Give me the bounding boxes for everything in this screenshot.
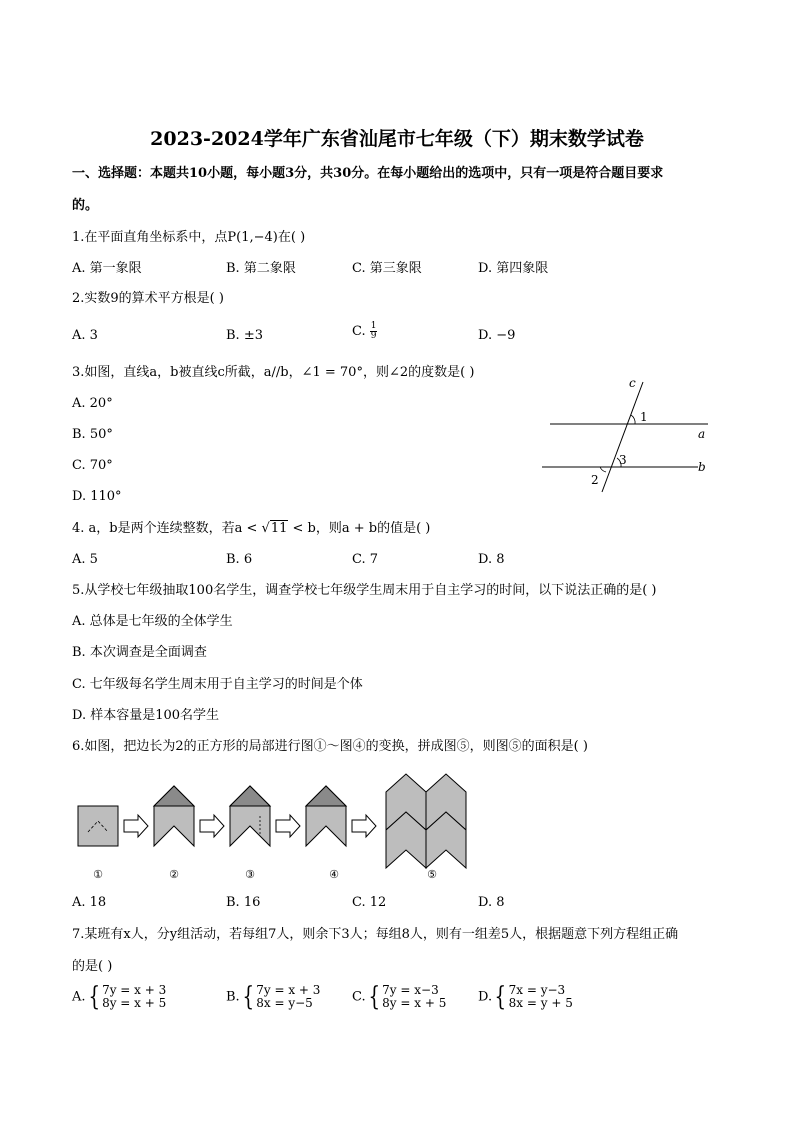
q4-option-b: B. 6 xyxy=(226,552,253,567)
q2-option-b: B. ±3 xyxy=(226,328,263,343)
label-c: c xyxy=(629,376,636,390)
square-transformation-figure xyxy=(72,768,482,884)
figure-label-1: ① xyxy=(93,868,103,881)
figure-label-5: ⑤ xyxy=(427,868,437,881)
figure-1-square xyxy=(78,806,118,846)
angle-1-arc xyxy=(631,415,635,424)
page-title: 2023-2024学年广东省汕尾市七年级（下）期末数学试卷 xyxy=(150,128,644,150)
q4-option-a: A. 5 xyxy=(72,552,98,567)
question-5-stem: 5.从学校七年级抽取100名学生，调查学校七年级学生周末用于自主学习的时间，以下说法正确的是( ) xyxy=(72,583,657,598)
q4-option-d: D. 8 xyxy=(478,552,505,567)
arrow-icon xyxy=(276,815,300,837)
label-b: b xyxy=(698,460,706,474)
section-instructions xyxy=(72,166,663,182)
section-text-1: 本题共10小题，每小题3分，共30分。在每小题给出的选项中，只有一项是符合题目要求 xyxy=(150,166,664,181)
sqrt-radicand: 11 xyxy=(270,521,288,536)
figure-3-shape xyxy=(230,786,270,846)
q6-option-b: B. 16 xyxy=(226,895,261,910)
q3-option-d: D. 110° xyxy=(72,489,122,504)
q5-option-c: C. 七年级每名学生周末用于自主学习的时间是个体 xyxy=(72,677,363,692)
parallel-lines-figure xyxy=(540,376,720,496)
q5-option-b: B. 本次调查是全面调查 xyxy=(72,645,207,660)
label-angle-3: 3 xyxy=(619,453,627,467)
figure-label-4: ④ xyxy=(329,868,339,881)
question-3-stem: 3.如图，直线a，b被直线c所截，a//b，∠1 = 70°，则∠2的度数是( ) xyxy=(72,365,475,380)
arrow-icon xyxy=(124,815,148,837)
figure-5-tiling xyxy=(386,774,466,868)
q6-option-c: C. 12 xyxy=(352,895,387,910)
arrow-icon xyxy=(200,815,224,837)
q7-option-a: A.{ 7y = x + 3 8y = x + 5 xyxy=(72,982,167,1012)
q3-option-b: B. 50° xyxy=(72,427,113,442)
question-1-stem: 1.在平面直角坐标系中，点P(1,−4)在( ) xyxy=(72,230,306,245)
q2-option-c: C. $\frac{1}{9}$ xyxy=(352,321,377,341)
q7-option-b: B.{ 7y = x + 3 8x = y−5 xyxy=(226,982,321,1012)
q5-option-a: A. 总体是七年级的全体学生 xyxy=(72,614,233,629)
q1-option-b: B. 第二象限 xyxy=(226,261,296,276)
q5-option-d: D. 样本容量是100名学生 xyxy=(72,708,220,723)
arrow-icon xyxy=(352,815,376,837)
q6-option-d: D. 8 xyxy=(478,895,505,910)
q4-option-c: C. 7 xyxy=(352,552,379,567)
section-text-2: 的。 xyxy=(72,198,99,213)
question-4-stem: 4. a，b是两个连续整数，若a < √11 < b，则a + b的值是( ) xyxy=(72,521,431,536)
label-angle-1: 1 xyxy=(640,410,648,424)
q2-option-a: A. 3 xyxy=(72,328,98,343)
question-6-stem: 6.如图，把边长为2的正方形的局部进行图①～图④的变换，拼成图⑤，则图⑤的面积是( ) xyxy=(72,739,588,754)
q7-option-d: D.{ 7x = y−3 8x = y + 5 xyxy=(478,982,573,1012)
section-label: 一、选择题： xyxy=(72,166,151,181)
question-2-stem: 2.实数9的算术平方根是( ) xyxy=(72,291,224,306)
figure-2-shape xyxy=(154,786,194,846)
question-7-stem-line-2: 的是( ) xyxy=(72,959,113,974)
q1-option-a: A. 第一象限 xyxy=(72,261,142,276)
label-angle-2: 2 xyxy=(591,473,599,487)
angle-2-arc xyxy=(600,467,606,472)
q1-option-c: C. 第三象限 xyxy=(352,261,422,276)
figure-label-2: ② xyxy=(169,868,179,881)
figure-label-3: ③ xyxy=(245,868,255,881)
q6-option-a: A. 18 xyxy=(72,895,107,910)
line-c xyxy=(602,382,643,492)
q3-option-a: A. 20° xyxy=(72,396,113,411)
q1-option-d: D. 第四象限 xyxy=(478,261,549,276)
q2-option-d: D. −9 xyxy=(478,328,516,343)
fraction-one-ninth: $\frac{1}{9}$ xyxy=(370,321,377,341)
label-a: a xyxy=(698,427,706,441)
figure-4-shape xyxy=(306,786,346,846)
question-7-stem-line-1: 7.某班有x人，分y组活动，若每组7人，则余下3人；每组8人，则有一组差5人，根据题意下列方程组正确 xyxy=(72,927,679,942)
q3-option-c: C. 70° xyxy=(72,458,113,473)
q7-option-c: C.{ 7y = x−3 8y = x + 5 xyxy=(352,982,447,1012)
